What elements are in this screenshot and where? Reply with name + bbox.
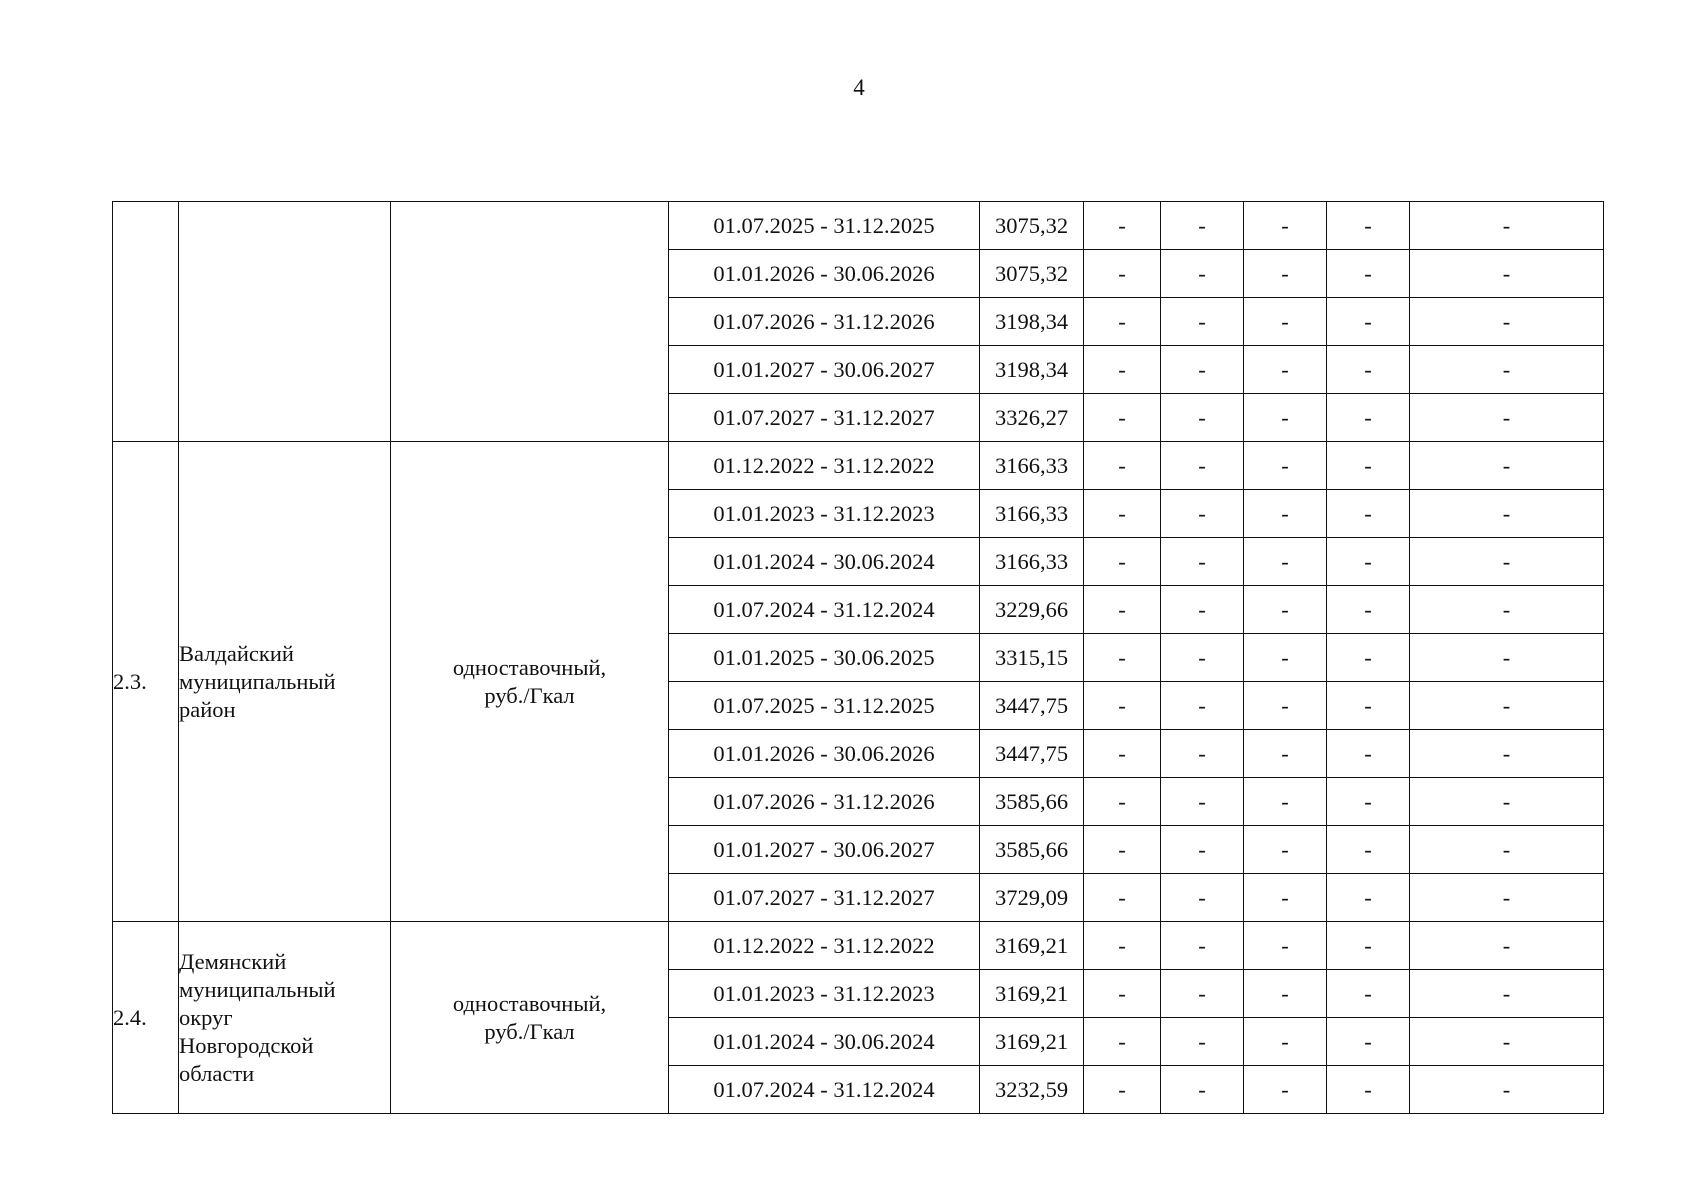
- empty-value-cell: -: [1161, 826, 1244, 874]
- page-number: 4: [853, 75, 865, 100]
- period-cell: 01.07.2027 - 31.12.2027: [669, 874, 980, 922]
- empty-value-cell: -: [1327, 346, 1410, 394]
- period-cell: 01.01.2027 - 30.06.2027: [669, 346, 980, 394]
- municipality-name-line: район: [179, 696, 236, 722]
- empty-value-cell: -: [1084, 874, 1161, 922]
- municipality-name-line: округ: [179, 1004, 233, 1030]
- empty-value-cell: -: [1244, 1066, 1327, 1114]
- tariff-value-cell: 3166,33: [980, 442, 1084, 490]
- empty-value-cell: -: [1084, 442, 1161, 490]
- empty-value-cell: -: [1244, 346, 1327, 394]
- period-cell: 01.01.2023 - 31.12.2023: [669, 490, 980, 538]
- empty-value-cell: -: [1410, 634, 1604, 682]
- empty-value-cell: -: [1327, 202, 1410, 250]
- empty-value-cell: -: [1084, 250, 1161, 298]
- tariff-value-cell: 3169,21: [980, 922, 1084, 970]
- empty-value-cell: -: [1410, 1066, 1604, 1114]
- empty-value-cell: -: [1161, 442, 1244, 490]
- empty-value-cell: -: [1410, 778, 1604, 826]
- empty-value-cell: -: [1084, 778, 1161, 826]
- municipality-name-line: области: [179, 1060, 255, 1086]
- period-cell: 01.01.2024 - 30.06.2024: [669, 538, 980, 586]
- empty-value-cell: -: [1327, 874, 1410, 922]
- period-cell: 01.01.2024 - 30.06.2024: [669, 1018, 980, 1066]
- empty-value-cell: -: [1161, 490, 1244, 538]
- empty-value-cell: -: [1084, 538, 1161, 586]
- empty-value-cell: -: [1244, 874, 1327, 922]
- tariff-type-line: одноставочный,: [452, 990, 607, 1016]
- municipality-name-line: Валдайский: [179, 640, 294, 666]
- empty-value-cell: -: [1161, 394, 1244, 442]
- empty-value-cell: -: [1084, 346, 1161, 394]
- empty-value-cell: -: [1161, 970, 1244, 1018]
- period-cell: 01.01.2023 - 31.12.2023: [669, 970, 980, 1018]
- empty-value-cell: -: [1084, 922, 1161, 970]
- tariff-value-cell: 3232,59: [980, 1066, 1084, 1114]
- tariff-value-cell: 3229,66: [980, 586, 1084, 634]
- empty-value-cell: -: [1244, 586, 1327, 634]
- empty-value-cell: -: [1084, 202, 1161, 250]
- period-cell: 01.01.2026 - 30.06.2026: [669, 250, 980, 298]
- empty-value-cell: -: [1327, 586, 1410, 634]
- empty-value-cell: -: [1327, 250, 1410, 298]
- empty-value-cell: -: [1327, 730, 1410, 778]
- empty-value-cell: -: [1161, 730, 1244, 778]
- empty-value-cell: -: [1327, 1066, 1410, 1114]
- empty-value-cell: -: [1161, 250, 1244, 298]
- tariff-value-cell: 3198,34: [980, 346, 1084, 394]
- empty-value-cell: -: [1410, 922, 1604, 970]
- empty-value-cell: -: [1161, 538, 1244, 586]
- empty-value-cell: -: [1084, 490, 1161, 538]
- table-row: [113, 442, 1604, 490]
- empty-value-cell: -: [1084, 970, 1161, 1018]
- tariff-value-cell: 3198,34: [980, 298, 1084, 346]
- empty-value-cell: -: [1244, 1018, 1327, 1066]
- empty-value-cell: -: [1327, 634, 1410, 682]
- empty-value-cell: -: [1244, 922, 1327, 970]
- empty-value-cell: -: [1084, 730, 1161, 778]
- period-cell: 01.12.2022 - 31.12.2022: [669, 922, 980, 970]
- empty-value-cell: -: [1410, 250, 1604, 298]
- empty-value-cell: -: [1327, 442, 1410, 490]
- empty-value-cell: -: [1410, 442, 1604, 490]
- empty-value-cell: -: [1410, 202, 1604, 250]
- empty-value-cell: -: [1084, 634, 1161, 682]
- empty-value-cell: -: [1161, 1066, 1244, 1114]
- period-cell: 01.01.2027 - 30.06.2027: [669, 826, 980, 874]
- municipality-name-cell: [179, 202, 391, 442]
- tariff-type-cell: [391, 442, 669, 922]
- tariff-value-cell: 3166,33: [980, 490, 1084, 538]
- period-cell: 01.07.2026 - 31.12.2026: [669, 778, 980, 826]
- empty-value-cell: -: [1410, 298, 1604, 346]
- empty-value-cell: -: [1161, 346, 1244, 394]
- empty-value-cell: -: [1410, 730, 1604, 778]
- empty-value-cell: -: [1244, 634, 1327, 682]
- empty-value-cell: -: [1244, 682, 1327, 730]
- tariff-type-cell: [391, 202, 669, 442]
- empty-value-cell: -: [1084, 586, 1161, 634]
- empty-value-cell: -: [1327, 826, 1410, 874]
- empty-value-cell: -: [1327, 298, 1410, 346]
- empty-value-cell: -: [1244, 250, 1327, 298]
- tariff-value-cell: 3169,21: [980, 1018, 1084, 1066]
- empty-value-cell: -: [1084, 298, 1161, 346]
- row-number-cell: 2.4.: [113, 922, 179, 1114]
- empty-value-cell: -: [1327, 1018, 1410, 1066]
- period-cell: 01.07.2026 - 31.12.2026: [669, 298, 980, 346]
- municipality-name-line: Новгородской: [179, 1032, 314, 1058]
- empty-value-cell: -: [1084, 1066, 1161, 1114]
- empty-value-cell: -: [1327, 970, 1410, 1018]
- period-cell: 01.12.2022 - 31.12.2022: [669, 442, 980, 490]
- empty-value-cell: -: [1244, 970, 1327, 1018]
- empty-value-cell: -: [1410, 874, 1604, 922]
- empty-value-cell: -: [1244, 394, 1327, 442]
- empty-value-cell: -: [1084, 394, 1161, 442]
- empty-value-cell: -: [1161, 634, 1244, 682]
- period-cell: 01.01.2025 - 30.06.2025: [669, 634, 980, 682]
- empty-value-cell: -: [1327, 538, 1410, 586]
- tariff-value-cell: 3169,21: [980, 970, 1084, 1018]
- period-cell: 01.07.2025 - 31.12.2025: [669, 682, 980, 730]
- period-cell: 01.07.2027 - 31.12.2027: [669, 394, 980, 442]
- municipality-name-cell: [179, 442, 391, 922]
- empty-value-cell: -: [1244, 490, 1327, 538]
- municipality-name-cell: [179, 922, 391, 1114]
- period-cell: 01.01.2026 - 30.06.2026: [669, 730, 980, 778]
- empty-value-cell: -: [1161, 586, 1244, 634]
- period-cell: 01.07.2024 - 31.12.2024: [669, 586, 980, 634]
- tariff-value-cell: 3447,75: [980, 730, 1084, 778]
- empty-value-cell: -: [1410, 346, 1604, 394]
- empty-value-cell: -: [1327, 778, 1410, 826]
- tariff-type-line: одноставочный,: [452, 654, 607, 680]
- municipality-name-line: муниципальный: [179, 668, 336, 694]
- empty-value-cell: -: [1161, 202, 1244, 250]
- empty-value-cell: -: [1327, 682, 1410, 730]
- tariff-value-cell: 3075,32: [980, 202, 1084, 250]
- empty-value-cell: -: [1244, 538, 1327, 586]
- empty-value-cell: -: [1244, 298, 1327, 346]
- row-number-cell: 2.3.: [113, 442, 179, 922]
- empty-value-cell: -: [1084, 1018, 1161, 1066]
- tariff-value-cell: 3315,15: [980, 634, 1084, 682]
- empty-value-cell: -: [1084, 682, 1161, 730]
- empty-value-cell: -: [1161, 298, 1244, 346]
- empty-value-cell: -: [1244, 202, 1327, 250]
- period-cell: 01.07.2025 - 31.12.2025: [669, 202, 980, 250]
- table-body: [113, 202, 1604, 1114]
- tariff-type-cell: [391, 922, 669, 1114]
- empty-value-cell: -: [1410, 682, 1604, 730]
- empty-value-cell: -: [1327, 922, 1410, 970]
- empty-value-cell: -: [1410, 1018, 1604, 1066]
- tariff-value-cell: 3729,09: [980, 874, 1084, 922]
- empty-value-cell: -: [1410, 394, 1604, 442]
- row-number-cell: [113, 202, 179, 442]
- empty-value-cell: -: [1410, 538, 1604, 586]
- empty-value-cell: -: [1327, 490, 1410, 538]
- empty-value-cell: -: [1161, 874, 1244, 922]
- tariff-type-line: руб./Гкал: [484, 682, 575, 708]
- empty-value-cell: -: [1410, 970, 1604, 1018]
- empty-value-cell: -: [1410, 490, 1604, 538]
- empty-value-cell: -: [1084, 826, 1161, 874]
- table-row: [113, 202, 1604, 250]
- empty-value-cell: -: [1410, 826, 1604, 874]
- empty-value-cell: -: [1244, 778, 1327, 826]
- tariff-value-cell: 3326,27: [980, 394, 1084, 442]
- tariff-type-line: руб./Гкал: [484, 1018, 575, 1044]
- table-row: [113, 922, 1604, 970]
- tariff-table: [112, 201, 1604, 1114]
- empty-value-cell: -: [1161, 922, 1244, 970]
- empty-value-cell: -: [1244, 442, 1327, 490]
- tariff-value-cell: 3447,75: [980, 682, 1084, 730]
- municipality-name-line: Демянский: [179, 948, 287, 974]
- empty-value-cell: -: [1244, 730, 1327, 778]
- empty-value-cell: -: [1410, 586, 1604, 634]
- municipality-name-line: муниципальный: [179, 976, 336, 1002]
- empty-value-cell: -: [1161, 1018, 1244, 1066]
- period-cell: 01.07.2024 - 31.12.2024: [669, 1066, 980, 1114]
- tariff-value-cell: 3075,32: [980, 250, 1084, 298]
- tariff-value-cell: 3166,33: [980, 538, 1084, 586]
- empty-value-cell: -: [1161, 682, 1244, 730]
- tariff-value-cell: 3585,66: [980, 778, 1084, 826]
- empty-value-cell: -: [1244, 826, 1327, 874]
- tariff-value-cell: 3585,66: [980, 826, 1084, 874]
- empty-value-cell: -: [1161, 778, 1244, 826]
- empty-value-cell: -: [1327, 394, 1410, 442]
